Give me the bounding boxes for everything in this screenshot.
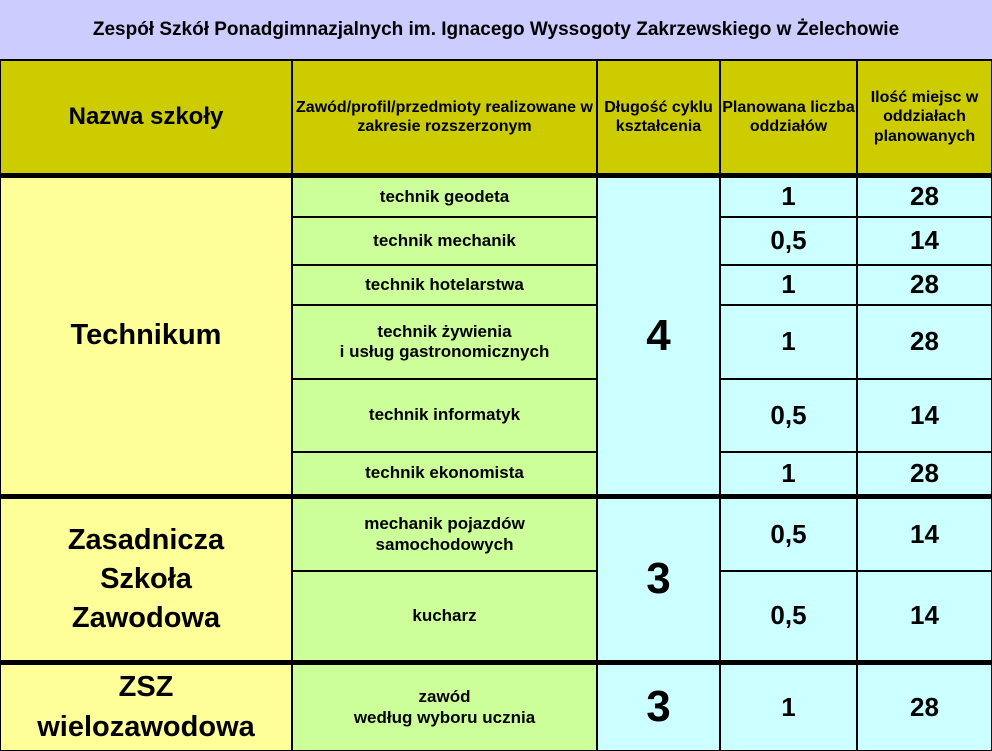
places-cell: 14 [857, 571, 992, 661]
profession-cell: zawód według wyboru ucznia [292, 664, 597, 751]
places-cell: 14 [857, 379, 992, 452]
profession-cell: technik ekonomista [292, 452, 597, 495]
places-cell: 28 [857, 664, 992, 751]
planned-classes-cell: 1 [720, 265, 857, 305]
profession-cell: technik mechanik [292, 217, 597, 265]
school-name: ZSZ wielozawodowa [0, 664, 292, 751]
school-name: Technikum [0, 177, 292, 495]
profession-cell: technik informatyk [292, 379, 597, 452]
planned-classes-cell: 0,5 [720, 498, 857, 571]
places-cell: 14 [857, 498, 992, 571]
planned-classes-cell: 0,5 [720, 571, 857, 661]
planned-classes-cell: 1 [720, 452, 857, 495]
profession-cell: mechanik pojazdów samochodowych [292, 498, 597, 571]
cycle-length: 3 [597, 664, 720, 751]
places-cell: 14 [857, 217, 992, 265]
places-cell: 28 [857, 452, 992, 495]
planned-classes-cell: 1 [720, 177, 857, 217]
planned-classes-cell: 0,5 [720, 379, 857, 452]
places-cell: 28 [857, 265, 992, 305]
places-cell: 28 [857, 177, 992, 217]
cycle-length: 4 [597, 177, 720, 495]
header-places: Ilość miejsc w oddziałach planowanych [857, 60, 992, 174]
header-profession: Zawód/profil/przedmioty realizowane w zakresie rozszerzonym [292, 60, 597, 174]
planned-classes-cell: 1 [720, 305, 857, 379]
planned-classes-cell: 0,5 [720, 217, 857, 265]
profession-cell: technik geodeta [292, 177, 597, 217]
cycle-length: 3 [597, 498, 720, 661]
schools-table [0, 60, 992, 744]
header-school-name: Nazwa szkoły [0, 60, 292, 174]
header-cycle-length: Długość cyklu kształcenia [597, 60, 720, 174]
header-planned-classes: Planowana liczba oddziałów [720, 60, 857, 174]
school-name: Zasadnicza Szkoła Zawodowa [0, 498, 292, 661]
profession-cell: technik żywienia i usług gastronomicznych [292, 305, 597, 379]
profession-cell: kucharz [292, 571, 597, 661]
profession-cell: technik hotelarstwa [292, 265, 597, 305]
slide-title: Zespół Szkół Ponadgimnazjalnych im. Ignacego Wyssogoty Zakrzewskiego w Żelechowie [0, 0, 992, 60]
planned-classes-cell: 1 [720, 664, 857, 751]
places-cell: 28 [857, 305, 992, 379]
